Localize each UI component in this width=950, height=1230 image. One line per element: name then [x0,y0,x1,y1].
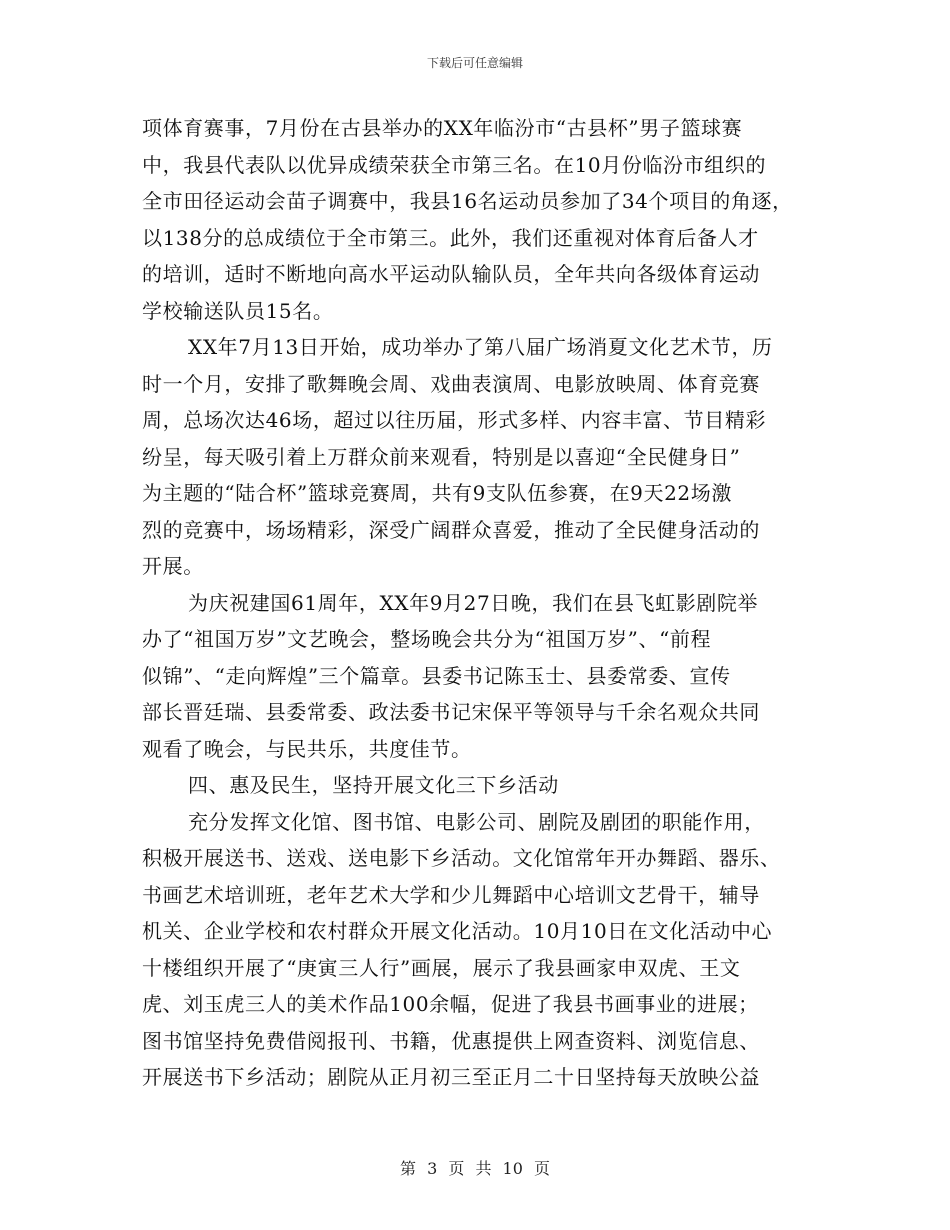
text-line: 似锦”、“走向辉煌”三个篇章。县委书记陈玉士、县委常委、宣传 [142,663,731,688]
text-line: 的培训，适时不断地向高水平运动队输队员，全年共向各级体育运动 [142,262,760,286]
text-line: 办了“祖国万岁”文艺晚会，整场晚会共分为“祖国万岁”、“前程 [142,627,712,651]
text-line: 为庆祝建国61周年，XX年9月27日晚，我们在县飞虹影剧院举 [188,590,759,615]
text-line: 积极开展送书、送戏、送电影下乡活动。文化馆常年开办舞蹈、器乐、 [142,846,781,870]
page-footer: 第 3 页 共 10 页 [400,1159,550,1178]
text-line: 项体育赛事，7月份在古县举办的XX年临汾市“古县杯”男子篮球赛 [142,116,743,140]
section-heading: 四、惠及民生，坚持开展文化三下乡活动 [188,773,559,797]
text-line: 十楼组织开展了“庚寅三人行”画展，展示了我县画家申双虎、王文 [142,955,741,980]
text-line: 部长晋廷瑞、县委常委、政法委书记宋保平等领导与千余名观众共同 [142,700,760,724]
text-line: 以138分的总成绩位于全市第三。此外，我们还重视对体育后备人才 [142,225,759,250]
text-line: 充分发挥文化馆、图书馆、电影公司、剧院及剧团的职能作用， [188,809,765,834]
text-line: 纷呈，每天吸引着上万群众前来观看，特别是以喜迎“全民健身日” [142,444,741,469]
text-line: 为主题的“陆合杯”篮球竞赛周，共有9支队伍参赛，在9天22场激 [142,481,732,505]
text-line: 观看了晚会，与民共乐，共度佳节。 [142,736,472,761]
document-body [142,110,832,1096]
text-line: 机关、企业学校和农村群众开展文化活动。10月10日在文化活动中心 [142,919,773,943]
text-line: 时一个月，安排了歌舞晚会周、戏曲表演周、电影放映周、体育竞赛 [142,371,760,396]
text-line: 开展送书下乡活动；剧院从正月初三至正月二十日坚持每天放映公益 [142,1065,760,1089]
text-line: 全市田径运动会苗子调赛中，我县16名运动员参加了34个项目的角逐， [142,189,793,213]
text-line: 开展。 [142,554,204,578]
text-line: 学校输送队员15名。 [142,298,334,323]
text-line: XX年7月13日开始，成功举办了第八届广场消夏文化艺术节，历 [188,335,773,359]
text-line: 周，总场次达46场，超过以往历届，形式多样、内容丰富、节目精彩 [142,408,767,432]
text-line: 图书馆坚持免费借阅报刊、书籍，优惠提供上网查资料、浏览信息、 [142,1028,760,1053]
text-line: 虎、刘玉虎三人的美术作品100余幅，促进了我县书画事业的进展； [142,992,759,1016]
text-line: 中，我县代表队以优异成绩荣获全市第三名。在10月份临汾市组织的 [142,152,767,177]
page-header: 下载后可任意编辑 [426,56,523,70]
text-line: 书画艺术培训班，老年艺术大学和少儿舞蹈中心培训文艺骨干，辅导 [142,882,760,907]
text-line: 烈的竞赛中，场场精彩，深受广阔群众喜爱，推动了全民健身活动的 [142,517,760,542]
